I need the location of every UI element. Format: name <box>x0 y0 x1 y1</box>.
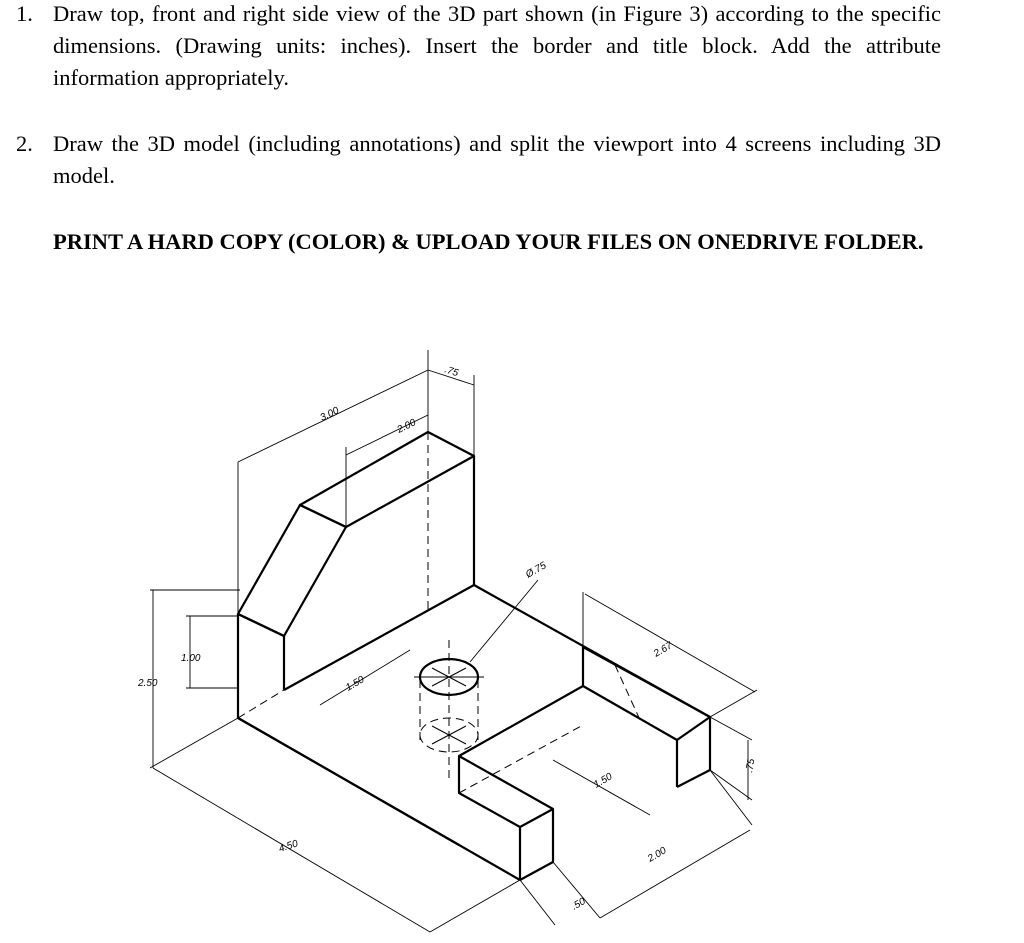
question-1-number: 1. <box>16 1 33 26</box>
question-2-text: Draw the 3D model (including annotations) and split the viewport into 4 screens including 3D model. <box>53 131 941 188</box>
question-1 <box>16 0 941 94</box>
dim-0-75-top: .75 <box>443 364 460 380</box>
dim-3-00: 3.00 <box>318 405 341 424</box>
question-2 <box>16 128 941 192</box>
dimension-labels <box>137 364 757 912</box>
dim-1-00: 1.00 <box>181 653 201 664</box>
question-2-number: 2. <box>16 131 33 156</box>
submission-notice: PRINT A HARD COPY (COLOR) & UPLOAD YOUR FILES ON ONEDRIVE FOLDER. <box>53 229 924 254</box>
isometric-part-drawing <box>130 340 780 940</box>
dim-4-50: 4.50 <box>277 838 300 855</box>
dim-2-00-top: 2.00 <box>395 417 418 436</box>
part-outline <box>238 432 710 880</box>
dim-2-50: 2.50 <box>138 678 158 689</box>
dim-2-00-bottom: 2.00 <box>646 845 669 865</box>
dim-2-67: 2.67 <box>652 640 675 660</box>
question-1-text: Draw top, front and right side view of the 3D part shown (in Figure 3) according to the specific dimensions. (Drawing units: inches). Insert the border and title block. Add the attribute information appropriately. <box>53 1 941 90</box>
dim-1-50-slot: 1.50 <box>592 771 615 791</box>
dim-0-75-right: .75 <box>744 757 758 774</box>
dim-1-50-left: 1.50 <box>344 674 367 694</box>
dim-hole-diameter: Ø.75 <box>524 560 549 581</box>
dim-0-50: .50 <box>570 896 588 913</box>
